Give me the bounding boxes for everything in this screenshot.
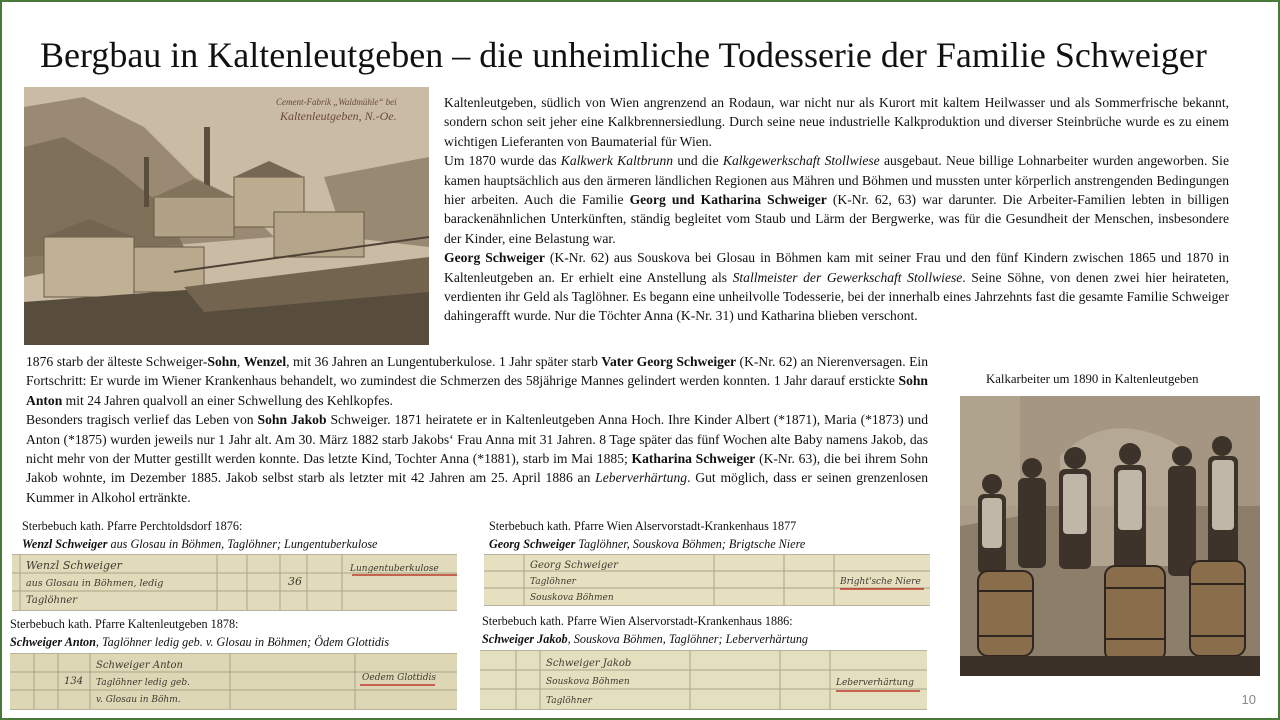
record-2-script-occupation: Taglöhner	[530, 577, 576, 587]
record-3-description: , Taglöhner ledig geb. v. Glosau in Böhmen; Ödem Glottidis	[95, 635, 390, 649]
intro-paragraph-1: Kaltenleutgeben, südlich von Wien angrenzend an Rodaun, war nicht nur als Kurort mit kaltem Heilwasser und als Sommerfrische bekannt, sondern schon seit jeher eine Kalkbrennersiedlung. Durch seine neue industrielle Kalkproduktion und diverser Steinbrüche wurde es zu einem wichtigen Lieferanten von Baumaterial für Wien.	[444, 95, 1229, 149]
record-2-script-cause: Bright'sche Niere	[840, 577, 921, 587]
record-1-caption	[22, 517, 377, 553]
record-4-script-origin: Souskova Böhmen	[546, 677, 630, 687]
record-3-script-cause: Oedem Glottidis	[362, 673, 437, 683]
workers-photo-caption: Kalkarbeiter um 1890 in Kaltenleutgeben	[986, 372, 1199, 386]
record-3-name: Schweiger Anton	[10, 635, 96, 649]
story-paragraph-2: Besonders tragisch verlief das Leben von Sohn Jakob Schweiger. 1871 heiratete er in Kaltenleutgeben Anna Hoch. Ihre Kinder Albert (*1871), Maria (*1873) und Anton (*1875) wurden jeweils nur 1 Jahr alt. Am 30. März 1882 starb Jakobs‘ Frau Anna mit 31 Jahren. 8 Tage später das fünf Wochen alte Baby namens Jakob, das nicht mehr von der Mutter gestillt werden konnte. Das letzte Kind, Tochter Anna (*1881), starb im Mai 1885; Katharina Schweiger (K-Nr. 63), die bei ihrem Sohn Jakob wohnte, im Dezember 1885. Jakob selbst starb als letzter mit 42 Jahren am 25. April 1886 an Leberverhärtung. Gut möglich, dass er seinen grenzenlosen Kummer in Alkohol ertränkte.	[26, 412, 928, 505]
record-1-script-origin: aus Glosau in Böhmen, ledig	[26, 578, 164, 589]
record-4-description: , Souskova Böhmen, Taglöhner; Leberverhärtung	[567, 632, 809, 646]
record-2-source: Sterbebuch kath. Pfarre Wien Alservorstadt-Krankenhaus 1877	[489, 519, 797, 533]
record-3-scan	[10, 653, 457, 710]
record-3-caption	[10, 615, 389, 651]
story-paragraph-1: 1876 starb der älteste Schweiger-Sohn, Wenzel, mit 36 Jahren an Lungentuberkulose. 1 Jahr später starb Vater Georg Schweiger (K-Nr. 62) an Nierenversagen. Ein Fortschritt: Er wurde im Wiener Krankenhaus behandelt, wo zumindest die Schmerzen des 58jährige Mannes gelindert werden konnten. 1 Jahr darauf erstickte Sohn Anton mit 24 Jahren qualvoll an einer Schwellung des Kehlkopfes.	[26, 354, 929, 408]
record-2-description: Taglöhner, Souskova Böhmen; Brigtsche Niere	[575, 537, 806, 551]
record-1-script-name: Wenzl Schweiger	[26, 559, 122, 572]
record-4-source: Sterbebuch kath. Pfarre Wien Alservorstadt-Krankenhaus 1886:	[482, 614, 793, 628]
record-4-scan	[480, 650, 927, 710]
record-1-scan	[12, 554, 457, 611]
intro-paragraph-3: Georg Schweiger (K-Nr. 62) aus Souskova bei Glosau in Böhmen kam mit seiner Frau und den fünf Kindern zwischen 1865 und 1870 in Kaltenleutgeben an. Er erhielt eine Anstellung als Stallmeister der Gewerkschaft Stollwiese. Seine Söhne, von denen zwei hier heirateten, verdienten ihr Geld als Taglöhner. Es begann eine unheilvolle Todesserie, bei der innerhalb eines Jahrzehnts fast die gesamte Familie Schweiger dahingerafft wurde. Nur die Töchter Anna (K-Nr. 31) und Katharina blieben verschont.	[444, 250, 1229, 324]
record-4-name: Schweiger Jakob	[482, 632, 568, 646]
lime-workers-photo	[960, 396, 1260, 676]
record-3-script-name: Schweiger Anton	[96, 660, 183, 671]
photo1-caption-line-1: Cement-Fabrik „Waldmühle“ bei	[276, 97, 397, 107]
record-1-script-age: 36	[288, 575, 302, 588]
record-2-script-name: Georg Schweiger	[530, 560, 618, 571]
record-4-caption	[482, 612, 808, 648]
intro-paragraph-2: Um 1870 wurde das Kalkwerk Kaltbrunn und die Kalkgewerkschaft Stollwiese ausgebaut. Neue billige Lohnarbeiter wurden angeworben. Sie kamen hauptsächlich aus den ärmeren ländlichen Regionen aus Mähren und Böhmen und mussten unter körperlich anstrengenden Bedingungen hier arbeiten. Auch die Familie Georg und Katharina Schweiger (K-Nr. 62, 63) war darunter. Die Arbeiter-Familien lebten in billigen barackenähnlichen Unterkünften, ständig begleitet vom Staub und Lärm der Bergwerke, was für die Gesundheit der Menschen, insbesondere der Kinder, eine Belastung war.	[444, 153, 1229, 246]
record-3-source: Sterbebuch kath. Pfarre Kaltenleutgeben 1878:	[10, 617, 239, 631]
cement-factory-photo	[24, 87, 429, 345]
record-2-script-origin: Souskova Böhmen	[530, 593, 614, 603]
record-4-script-name: Schweiger Jakob	[546, 658, 632, 669]
record-4-script-cause: Leberverhärtung	[836, 678, 914, 688]
record-1-name: Wenzl Schweiger	[22, 537, 108, 551]
intro-text	[444, 93, 1229, 326]
photo1-caption-line-2: Kaltenleutgeben, N.-Oe.	[280, 109, 397, 123]
record-3-script-number: 134	[64, 676, 84, 687]
record-1-script-occupation: Taglöhner	[26, 595, 78, 606]
page-number: 10	[1241, 692, 1256, 707]
record-1-source: Sterbebuch kath. Pfarre Perchtoldsdorf 1876:	[22, 519, 243, 533]
slide-title: Bergbau in Kaltenleutgeben – die unheimliche Todesserie der Familie Schweiger	[40, 35, 1207, 75]
record-3-script-occupation: Taglöhner ledig geb.	[96, 678, 190, 688]
record-2-caption	[489, 517, 805, 553]
record-1-description: aus Glosau in Böhmen, Taglöhner; Lungentuberkulose	[107, 537, 378, 551]
record-3-script-origin: v. Glosau in Böhm.	[96, 695, 181, 705]
record-4-script-occupation: Taglöhner	[546, 696, 592, 706]
record-1-script-cause: Lungentuberkulose	[350, 564, 439, 574]
record-2-scan	[484, 554, 930, 606]
record-2-name: Georg Schweiger	[489, 537, 576, 551]
story-text	[26, 352, 928, 507]
